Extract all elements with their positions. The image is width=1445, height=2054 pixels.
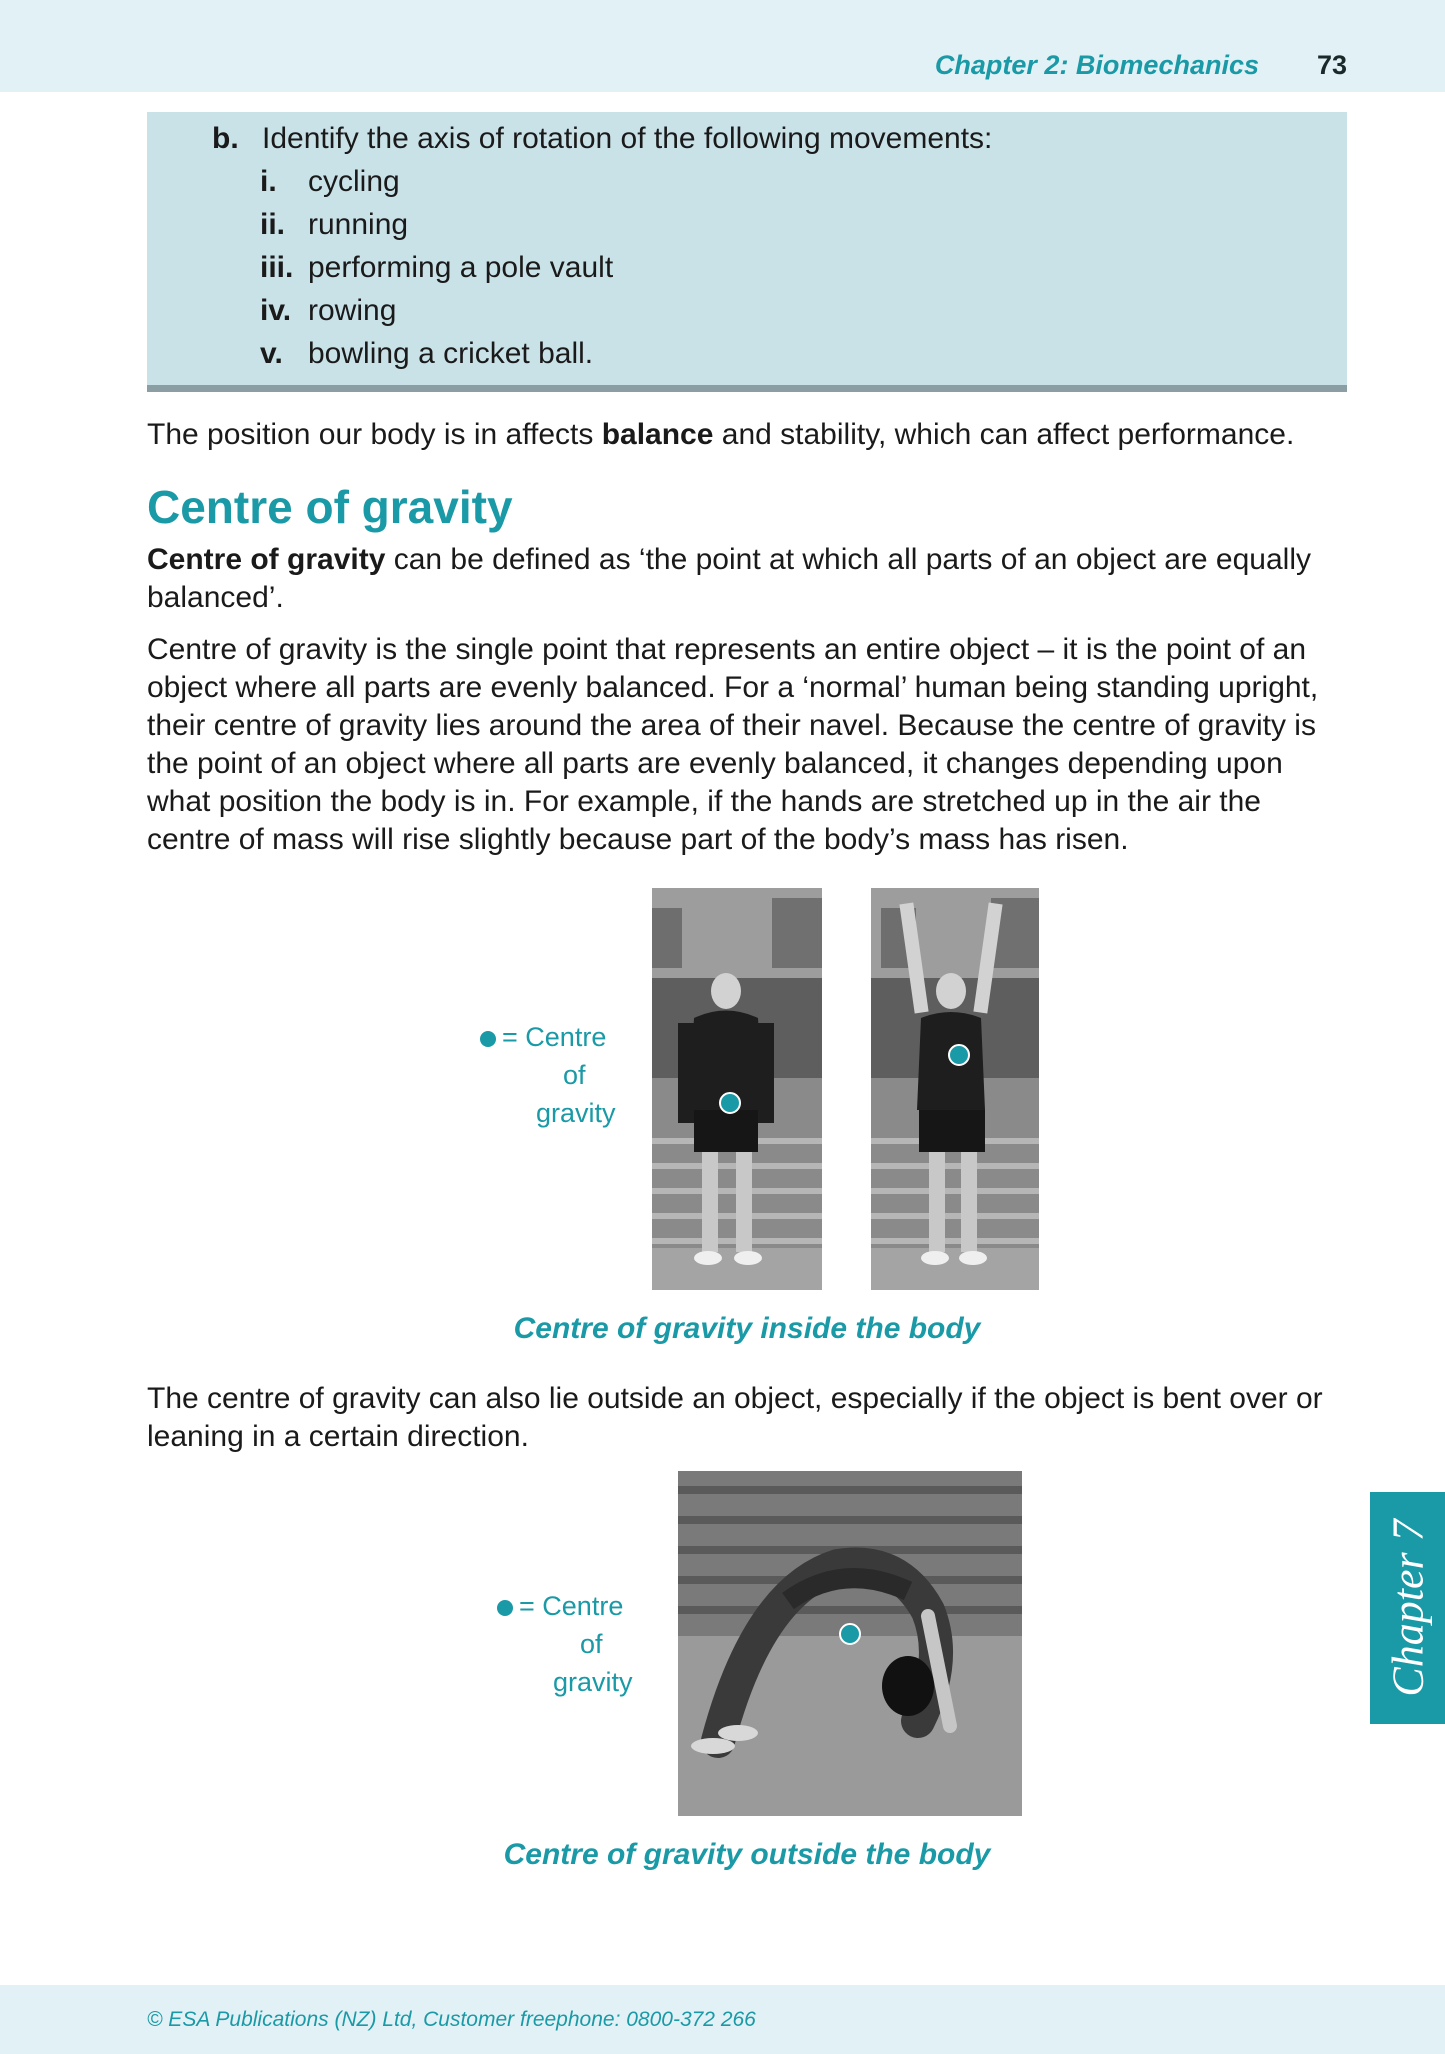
- page-number: 73: [1316, 50, 1347, 80]
- legend-figure-1: = Centre of gravity: [480, 1018, 630, 1132]
- page-footer: [0, 1985, 1445, 2054]
- outside-paragraph: The centre of gravity can also lie outside an object, especially if the object is bent over or leaning in a certain direction.: [147, 1382, 1323, 1453]
- exercise-box: [147, 112, 1347, 392]
- legend-dot-icon: [480, 1031, 496, 1047]
- exercise-question: [212, 122, 992, 156]
- definition-term: Centre of gravity: [147, 543, 386, 576]
- list-item: ii. running: [260, 208, 409, 241]
- photo-arms-up: [871, 888, 1039, 1290]
- figure-2-caption: Centre of gravity outside the body: [503, 1838, 991, 1871]
- body-paragraph: Centre of gravity is the single point that represents an entire object – it is the point of an object where all parts are evenly balanced. For a ‘normal’ human being standing upright, their centre of gravity lies around the area of their navel. Because the centre of gravity is the point of an object where all parts are evenly balanced, it changes depending upon what position the body is in. For example, if the hands are stretched up in the air the centre of mass will rise slightly because part of the body’s mass has risen.: [147, 633, 1319, 856]
- list-item: v. bowling a cricket ball.: [260, 337, 594, 370]
- chapter-side-tab: [1370, 1492, 1445, 1724]
- legend-dot-icon: [497, 1600, 513, 1616]
- intro-paragraph: The position our body is in affects balance and stability, which can affect performance.: [147, 418, 1295, 451]
- standing-person-image: [652, 888, 822, 1290]
- back-bend-person-image: [678, 1471, 1022, 1816]
- photo-standing: [652, 888, 822, 1290]
- arms-up-person-image: [871, 888, 1039, 1290]
- list-item: iii. performing a pole vault: [260, 251, 614, 284]
- centre-of-gravity-marker: [720, 1093, 740, 1113]
- centre-of-gravity-marker: [949, 1045, 969, 1065]
- definition-paragraph: Centre of gravity can be defined as ‘the point at which all parts of an object are equally balanced’.: [147, 543, 1311, 614]
- page-header: [0, 0, 1445, 92]
- list-item: iv. rowing: [260, 294, 397, 327]
- footer-copyright: © ESA Publications (NZ) Ltd, Customer freephone: 0800-372 266: [147, 2008, 756, 2031]
- section-title: Centre of gravity: [147, 481, 513, 533]
- figure-1-caption: Centre of gravity inside the body: [513, 1312, 981, 1345]
- exercise-label: b.: [212, 122, 239, 155]
- legend-figure-2: = Centre of gravity: [497, 1587, 647, 1701]
- running-head-chapter: Chapter 2: Biomechanics: [934, 50, 1259, 80]
- list-item: i. cycling: [260, 165, 400, 198]
- chapter-side-tab-label: Chapter 7: [1383, 1519, 1432, 1697]
- centre-of-gravity-marker: [840, 1624, 860, 1644]
- balance-term: balance: [601, 418, 714, 451]
- exercise-question-text: Identify the axis of rotation of the following movements:: [262, 122, 993, 155]
- photo-back-bend: [678, 1471, 1022, 1816]
